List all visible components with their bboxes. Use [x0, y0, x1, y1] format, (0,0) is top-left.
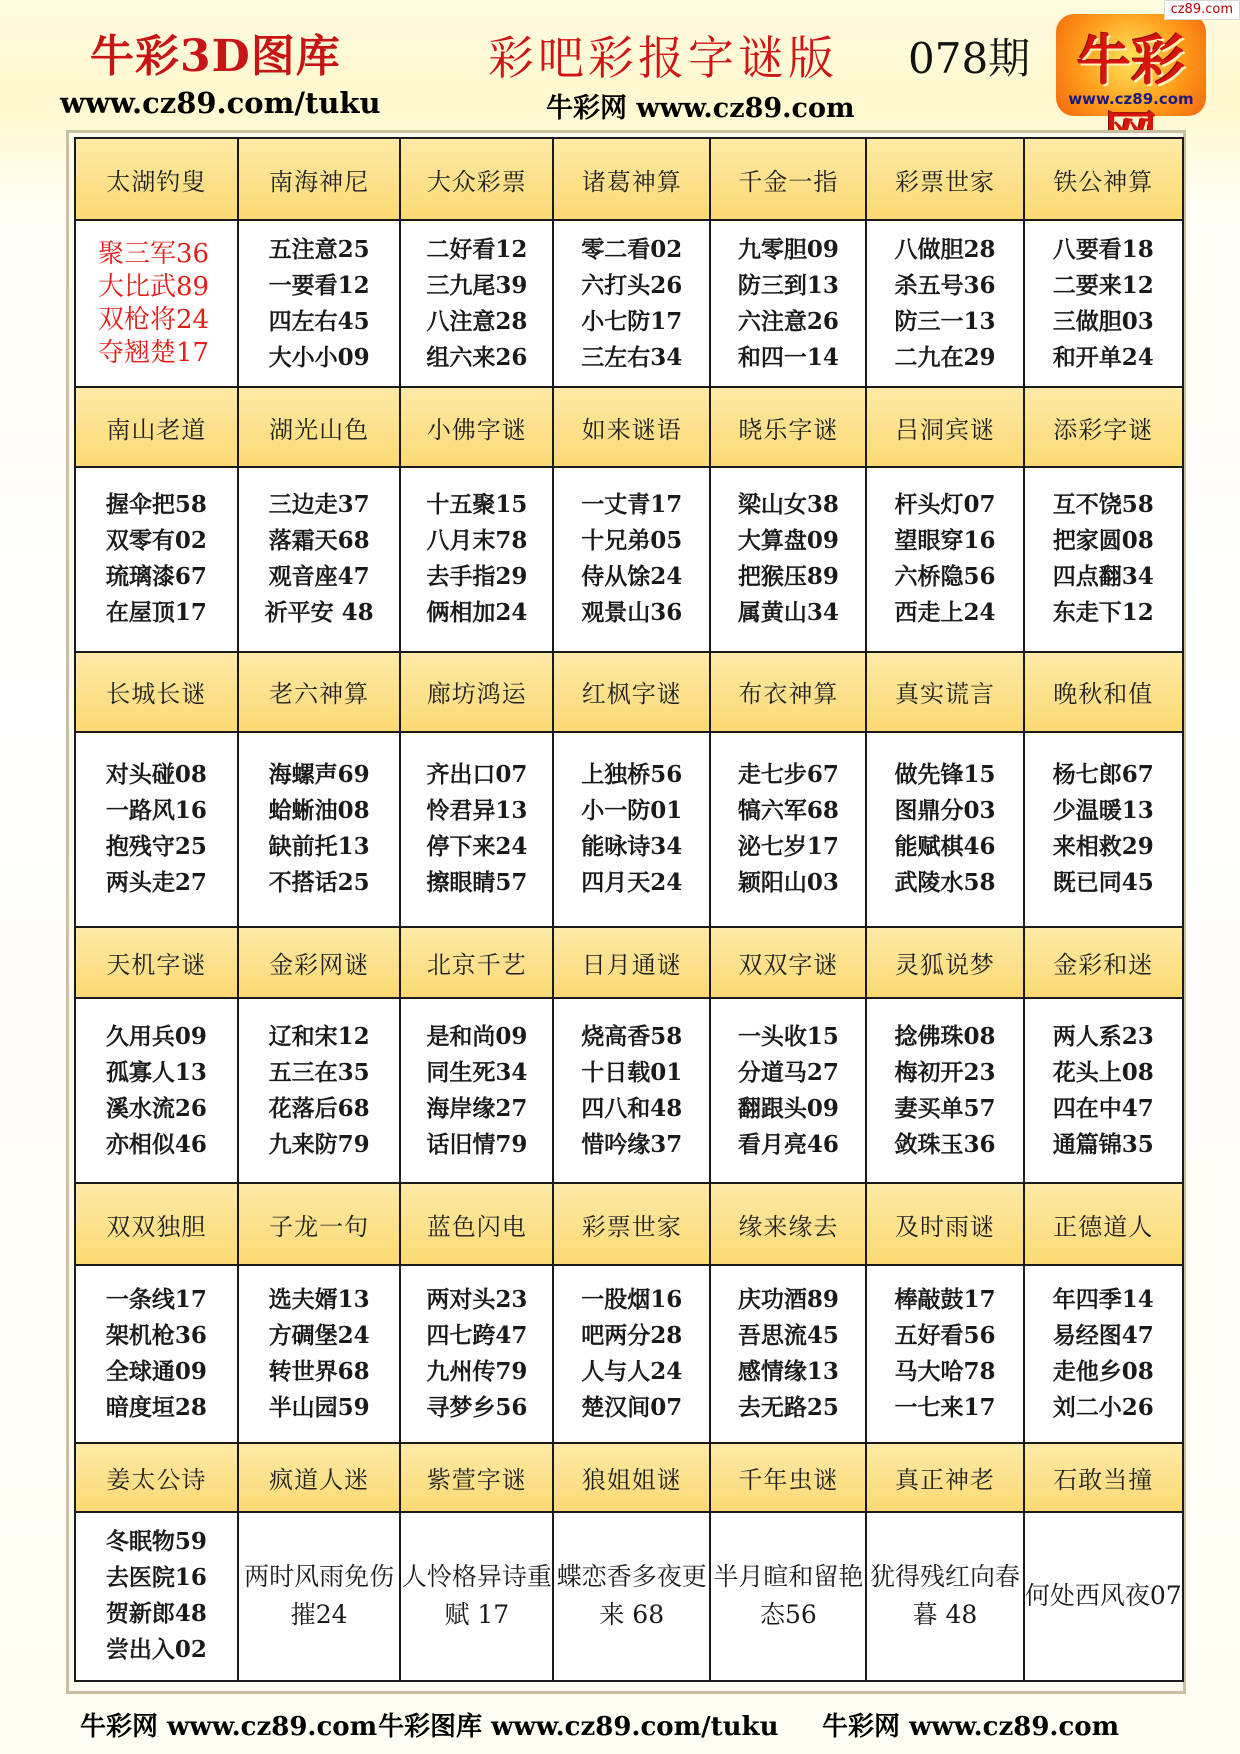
riddle-line: 一条线17 — [105, 1286, 207, 1314]
riddle-line: 怜君异13 — [426, 797, 528, 825]
riddle-line: 通篇锦35 — [1052, 1130, 1154, 1158]
column-author-header: 金彩和迷 — [1024, 927, 1183, 998]
riddle-line: 话旧情79 — [426, 1130, 528, 1158]
riddle-line: 琉璃漆67 — [105, 563, 207, 591]
riddle-line: 四月天24 — [581, 869, 683, 897]
riddle-line: 三左右34 — [581, 343, 683, 371]
riddle-line: 大小小09 — [268, 343, 370, 371]
column-author-header: 小佛字谜 — [400, 387, 553, 467]
column-author-header: 紫萱字谜 — [400, 1443, 553, 1512]
riddle-line: 人怜格异诗重 — [401, 1562, 552, 1592]
riddle-line: 敛珠玉36 — [894, 1130, 996, 1158]
riddle-line: 马大哈78 — [894, 1358, 996, 1386]
riddle-line: 一路风16 — [105, 797, 207, 825]
riddle-cell — [400, 1265, 553, 1443]
riddle-line: 两对头23 — [426, 1286, 528, 1314]
column-author-header: 金彩网谜 — [238, 927, 401, 998]
riddle-line: 暮 48 — [912, 1600, 978, 1630]
footer-link-3[interactable]: 牛彩网 www.cz89.com — [822, 1712, 1120, 1742]
riddle-cell — [710, 467, 866, 652]
riddle-line: 梅初开23 — [894, 1058, 996, 1086]
riddle-cell — [710, 1265, 866, 1443]
riddle-cell — [75, 998, 238, 1183]
riddle-line: 惜吟缘37 — [581, 1130, 683, 1158]
riddle-line: 十五聚15 — [426, 491, 528, 519]
riddle-line: 落霜天68 — [268, 527, 370, 555]
riddle-line: 九零胆09 — [737, 235, 839, 263]
riddle-line: 犹得残红向春 — [869, 1562, 1020, 1592]
riddle-line: 分道马27 — [737, 1058, 839, 1086]
riddle-cell — [238, 220, 401, 387]
column-author-header: 真实谎言 — [866, 652, 1023, 732]
riddle-line: 海螺声69 — [268, 761, 370, 789]
riddle-cell — [238, 467, 401, 652]
riddle-cell — [75, 220, 238, 387]
header-row — [75, 387, 1183, 467]
riddle-line: 四八和48 — [581, 1094, 683, 1122]
riddle-line: 五注意25 — [268, 235, 370, 263]
riddle-line: 图鼎分03 — [894, 797, 996, 825]
riddle-line: 小一防01 — [581, 797, 683, 825]
column-author-header: 湖光山色 — [238, 387, 401, 467]
riddle-line: 擦眼睛57 — [426, 869, 528, 897]
riddle-line: 花落后68 — [268, 1094, 370, 1122]
riddle-line: 少温暖13 — [1052, 797, 1154, 825]
riddle-line: 不搭话25 — [268, 869, 370, 897]
riddle-line: 四左右45 — [268, 307, 370, 335]
riddle-line: 和四一14 — [737, 343, 839, 371]
riddle-line: 方碉堡24 — [268, 1322, 370, 1350]
riddle-line: 两人系23 — [1052, 1022, 1154, 1050]
riddle-line: 既已同45 — [1052, 869, 1154, 897]
riddle-line: 两头走27 — [105, 869, 207, 897]
riddle-line: 防三一13 — [894, 307, 996, 335]
riddle-line: 蛤蜥油08 — [268, 797, 370, 825]
riddle-line: 大比武89 — [98, 271, 210, 302]
riddle-cell — [553, 998, 710, 1183]
riddle-line: 四七跨47 — [426, 1322, 528, 1350]
riddle-line: 杆头灯07 — [894, 491, 996, 519]
riddle-line: 辽和宋12 — [268, 1022, 370, 1050]
riddle-line: 杀五号36 — [894, 271, 996, 299]
riddle-line: 聚三军36 — [98, 238, 210, 269]
riddle-line: 走七步67 — [737, 761, 839, 789]
footer-link-2[interactable]: 牛彩图库 www.cz89.com/tuku — [378, 1712, 779, 1742]
column-author-header: 真正神老 — [866, 1443, 1023, 1512]
riddle-line: 贺新郎48 — [105, 1600, 207, 1628]
riddle-line: 握伞把58 — [105, 491, 207, 519]
riddle-cell — [1024, 1512, 1183, 1681]
riddle-line: 一股烟16 — [581, 1286, 683, 1314]
riddle-line: 一丈青17 — [581, 491, 683, 519]
riddle-line: 在屋顶17 — [105, 599, 207, 627]
riddle-cell — [1024, 732, 1183, 928]
riddle-cell — [710, 1512, 866, 1681]
riddle-cell — [866, 220, 1023, 387]
riddle-line: 孤寡人13 — [105, 1058, 207, 1086]
riddle-line: 大算盘09 — [737, 527, 839, 555]
table-row — [75, 1265, 1183, 1443]
riddle-line: 摧24 — [290, 1600, 348, 1630]
column-author-header: 彩票世家 — [866, 138, 1023, 220]
riddle-line: 对头碰08 — [105, 761, 207, 789]
table-row — [75, 220, 1183, 387]
riddle-line: 抱残守25 — [105, 833, 207, 861]
riddle-line: 溪水流26 — [105, 1094, 207, 1122]
column-author-header: 廊坊鸿运 — [400, 652, 553, 732]
riddle-line: 观音座47 — [268, 563, 370, 591]
riddle-cell — [866, 467, 1023, 652]
riddle-line: 尝出入02 — [105, 1636, 207, 1664]
column-author-header: 铁公神算 — [1024, 138, 1183, 220]
header-row — [75, 1183, 1183, 1265]
site-url-link[interactable]: www.cz89.com/tuku — [60, 86, 381, 120]
riddle-line: 祈平安 48 — [264, 599, 374, 627]
riddle-line: 互不饶58 — [1052, 491, 1154, 519]
riddle-line: 半山园59 — [268, 1394, 370, 1422]
riddle-line: 半月暄和留艳 — [713, 1562, 864, 1592]
column-author-header: 姜太公诗 — [75, 1443, 238, 1512]
column-author-header: 千金一指 — [710, 138, 866, 220]
riddle-line: 十兄弟05 — [581, 527, 683, 555]
riddle-line: 小七防17 — [581, 307, 683, 335]
riddle-cell — [866, 732, 1023, 928]
riddle-line: 走他乡08 — [1052, 1358, 1154, 1386]
site-title: 牛彩3D图库 — [90, 31, 341, 82]
riddle-cell — [400, 732, 553, 928]
riddle-line: 感情缘13 — [737, 1358, 839, 1386]
riddle-cell — [400, 998, 553, 1183]
riddle-line: 去手指29 — [426, 563, 528, 591]
riddle-cell — [75, 467, 238, 652]
riddle-line: 西走上24 — [894, 599, 996, 627]
riddle-cell — [866, 1265, 1023, 1443]
column-author-header: 子龙一句 — [238, 1183, 401, 1265]
corner-watermark-url: cz89.com — [1164, 0, 1240, 20]
riddle-line: 观景山36 — [581, 599, 683, 627]
riddle-line: 楚汉间07 — [581, 1394, 683, 1422]
issue-number: 078期 — [908, 34, 1031, 83]
riddle-table — [74, 137, 1184, 1682]
riddle-line: 同生死34 — [426, 1058, 528, 1086]
riddle-line: 久用兵09 — [105, 1022, 207, 1050]
riddle-line: 五好看56 — [894, 1322, 996, 1350]
column-author-header: 天机字谜 — [75, 927, 238, 998]
riddle-cell — [553, 732, 710, 928]
riddle-cell — [866, 1512, 1023, 1681]
column-author-header: 如来谜语 — [553, 387, 710, 467]
riddle-line: 妻买单57 — [894, 1094, 996, 1122]
column-author-header: 缘来缘去 — [710, 1183, 866, 1265]
riddle-line: 把家圆08 — [1052, 527, 1154, 555]
column-author-header: 晓乐字谜 — [710, 387, 866, 467]
riddle-line: 转世界68 — [268, 1358, 370, 1386]
riddle-cell — [710, 732, 866, 928]
riddle-line: 寻梦乡56 — [426, 1394, 528, 1422]
riddle-line: 两时风雨免伤 — [244, 1562, 395, 1592]
riddle-line: 五三在35 — [268, 1058, 370, 1086]
riddle-line: 齐出口07 — [426, 761, 528, 789]
riddle-line: 一头收15 — [737, 1022, 839, 1050]
riddle-line: 捻佛珠08 — [894, 1022, 996, 1050]
riddle-line: 花头上08 — [1052, 1058, 1154, 1086]
riddle-line: 零二看02 — [581, 235, 683, 263]
column-author-header: 北京千艺 — [400, 927, 553, 998]
riddle-line: 俩相加24 — [426, 599, 528, 627]
riddle-line: 吧两分28 — [581, 1322, 683, 1350]
column-author-header: 红枫字谜 — [553, 652, 710, 732]
riddle-cell — [553, 220, 710, 387]
riddle-line: 六打头26 — [581, 271, 683, 299]
riddle-line: 杨七郎67 — [1052, 761, 1154, 789]
riddle-line: 易经图47 — [1052, 1322, 1154, 1350]
column-author-header: 吕洞宾谜 — [866, 387, 1023, 467]
riddle-cell — [553, 1265, 710, 1443]
riddle-cell — [238, 998, 401, 1183]
riddle-line: 二九在29 — [894, 343, 996, 371]
riddle-line: 六桥隐56 — [894, 563, 996, 591]
riddle-line: 烧高香58 — [581, 1022, 683, 1050]
riddle-line: 双零有02 — [105, 527, 207, 555]
riddle-line: 去无路25 — [737, 1394, 839, 1422]
riddle-line: 二好看12 — [426, 235, 528, 263]
column-author-header: 正德道人 — [1024, 1183, 1183, 1265]
riddle-cell — [866, 998, 1023, 1183]
riddle-line: 八要看18 — [1052, 235, 1154, 263]
riddle-cell — [1024, 998, 1183, 1183]
riddle-cell — [1024, 467, 1183, 652]
column-author-header: 蓝色闪电 — [400, 1183, 553, 1265]
table-row — [75, 1512, 1183, 1681]
table-row — [75, 732, 1183, 928]
riddle-line: 冬眠物59 — [105, 1528, 207, 1556]
riddle-line: 赋 17 — [444, 1600, 510, 1630]
riddle-line: 双枪将24 — [98, 304, 210, 335]
column-author-header: 疯道人迷 — [238, 1443, 401, 1512]
riddle-line: 一七来17 — [894, 1394, 996, 1422]
riddle-line: 犒六军68 — [737, 797, 839, 825]
riddle-line: 四在中47 — [1052, 1094, 1154, 1122]
riddle-line: 何处西风夜07 — [1024, 1581, 1182, 1611]
column-author-header: 太湖钓叟 — [75, 138, 238, 220]
riddle-line: 是和尚09 — [426, 1022, 528, 1050]
riddle-line: 亦相似46 — [105, 1130, 207, 1158]
riddle-line: 八注意28 — [426, 307, 528, 335]
riddle-line: 十日载01 — [581, 1058, 683, 1086]
riddle-cell — [400, 1512, 553, 1681]
column-author-header: 千年虫谜 — [710, 1443, 866, 1512]
riddle-line: 能咏诗34 — [581, 833, 683, 861]
riddle-line: 态56 — [759, 1600, 817, 1630]
column-author-header: 双双独胆 — [75, 1183, 238, 1265]
riddle-line: 上独桥56 — [581, 761, 683, 789]
riddle-cell — [75, 1265, 238, 1443]
table-row — [75, 467, 1183, 652]
riddle-line: 来 68 — [599, 1600, 665, 1630]
riddle-line: 棒敲鼓17 — [894, 1286, 996, 1314]
column-author-header: 南海神尼 — [238, 138, 401, 220]
column-author-header: 灵狐说梦 — [866, 927, 1023, 998]
riddle-line: 来相救29 — [1052, 833, 1154, 861]
column-author-header: 南山老道 — [75, 387, 238, 467]
riddle-line: 吾思流45 — [737, 1322, 839, 1350]
riddle-cell — [553, 467, 710, 652]
column-author-header: 长城长谜 — [75, 652, 238, 732]
column-author-header: 老六神算 — [238, 652, 401, 732]
subtitle-url-link[interactable]: 牛彩网 www.cz89.com — [546, 93, 855, 124]
riddle-line: 停下来24 — [426, 833, 528, 861]
column-author-header: 石敢当撞 — [1024, 1443, 1183, 1512]
riddle-line: 暗度垣28 — [105, 1394, 207, 1422]
logo-url: www.cz89.com — [1068, 90, 1194, 108]
riddle-line: 看月亮46 — [737, 1130, 839, 1158]
column-author-header: 诸葛神算 — [553, 138, 710, 220]
column-author-header: 布衣神算 — [710, 652, 866, 732]
brand-logo — [1056, 14, 1206, 116]
riddle-cell — [75, 1512, 238, 1681]
column-author-header: 日月通谜 — [553, 927, 710, 998]
riddle-line: 望眼穿16 — [894, 527, 996, 555]
riddle-line: 九来防79 — [268, 1130, 370, 1158]
column-author-header: 彩票世家 — [553, 1183, 710, 1265]
column-author-header: 及时雨谜 — [866, 1183, 1023, 1265]
riddle-line: 颖阳山03 — [737, 869, 839, 897]
riddle-cell — [238, 1265, 401, 1443]
riddle-line: 蝶恋香多夜更 — [556, 1562, 707, 1592]
riddle-line: 武陵水58 — [894, 869, 996, 897]
riddle-line: 缺前托13 — [268, 833, 370, 861]
riddle-line: 泌七岁17 — [737, 833, 839, 861]
riddle-line: 海岸缘27 — [426, 1094, 528, 1122]
riddle-cell — [710, 220, 866, 387]
riddle-line: 把猴压89 — [737, 563, 839, 591]
riddle-cell — [400, 467, 553, 652]
riddle-line: 三边走37 — [268, 491, 370, 519]
riddle-line: 东走下12 — [1052, 599, 1154, 627]
riddle-line: 八月末78 — [426, 527, 528, 555]
logo-text: 牛彩 — [1077, 29, 1185, 92]
footer-link-1[interactable]: 牛彩网 www.cz89.com — [80, 1712, 378, 1742]
riddle-line: 梁山女38 — [737, 491, 839, 519]
riddle-cell — [710, 998, 866, 1183]
riddle-line: 刘二小26 — [1052, 1394, 1154, 1422]
riddle-line: 一要看12 — [268, 271, 370, 299]
riddle-line: 人与人24 — [581, 1358, 683, 1386]
header-row — [75, 927, 1183, 998]
riddle-line: 六注意26 — [737, 307, 839, 335]
riddle-line: 属黄山34 — [737, 599, 839, 627]
header-row — [75, 1443, 1183, 1512]
header-row — [75, 138, 1183, 220]
riddle-line: 夺翘楚17 — [98, 337, 210, 368]
riddle-line: 三九尾39 — [426, 271, 528, 299]
riddle-line: 庆功酒89 — [737, 1286, 839, 1314]
riddle-line: 全球通09 — [105, 1358, 207, 1386]
riddle-line: 和开单24 — [1052, 343, 1154, 371]
page-title: 彩吧彩报字谜版 — [488, 31, 838, 85]
riddle-cell — [238, 1512, 401, 1681]
riddle-line: 架机枪36 — [105, 1322, 207, 1350]
riddle-cell — [75, 732, 238, 928]
riddle-line: 去医院16 — [105, 1564, 207, 1592]
riddle-line: 做先锋15 — [894, 761, 996, 789]
column-author-header: 狼姐姐谜 — [553, 1443, 710, 1512]
riddle-line: 选夫婿13 — [268, 1286, 370, 1314]
riddle-line: 能赋棋46 — [894, 833, 996, 861]
riddle-cell — [1024, 220, 1183, 387]
riddle-cell — [553, 1512, 710, 1681]
header-row — [75, 652, 1183, 732]
column-author-header: 双双字谜 — [710, 927, 866, 998]
riddle-line: 防三到13 — [737, 271, 839, 299]
riddle-line: 九州传79 — [426, 1358, 528, 1386]
column-author-header: 晚秋和值 — [1024, 652, 1183, 732]
riddle-line: 四点翻34 — [1052, 563, 1154, 591]
riddle-cell — [1024, 1265, 1183, 1443]
riddle-line: 三做胆03 — [1052, 307, 1154, 335]
riddle-line: 八做胆28 — [894, 235, 996, 263]
column-author-header: 大众彩票 — [400, 138, 553, 220]
riddle-line: 组六来26 — [426, 343, 528, 371]
column-author-header: 添彩字谜 — [1024, 387, 1183, 467]
riddle-line: 二要来12 — [1052, 271, 1154, 299]
riddle-line: 年四季14 — [1052, 1286, 1154, 1314]
riddle-cell — [400, 220, 553, 387]
table-row — [75, 998, 1183, 1183]
riddle-cell — [238, 732, 401, 928]
riddle-line: 翻跟头09 — [737, 1094, 839, 1122]
riddle-line: 侍从馀24 — [581, 563, 683, 591]
